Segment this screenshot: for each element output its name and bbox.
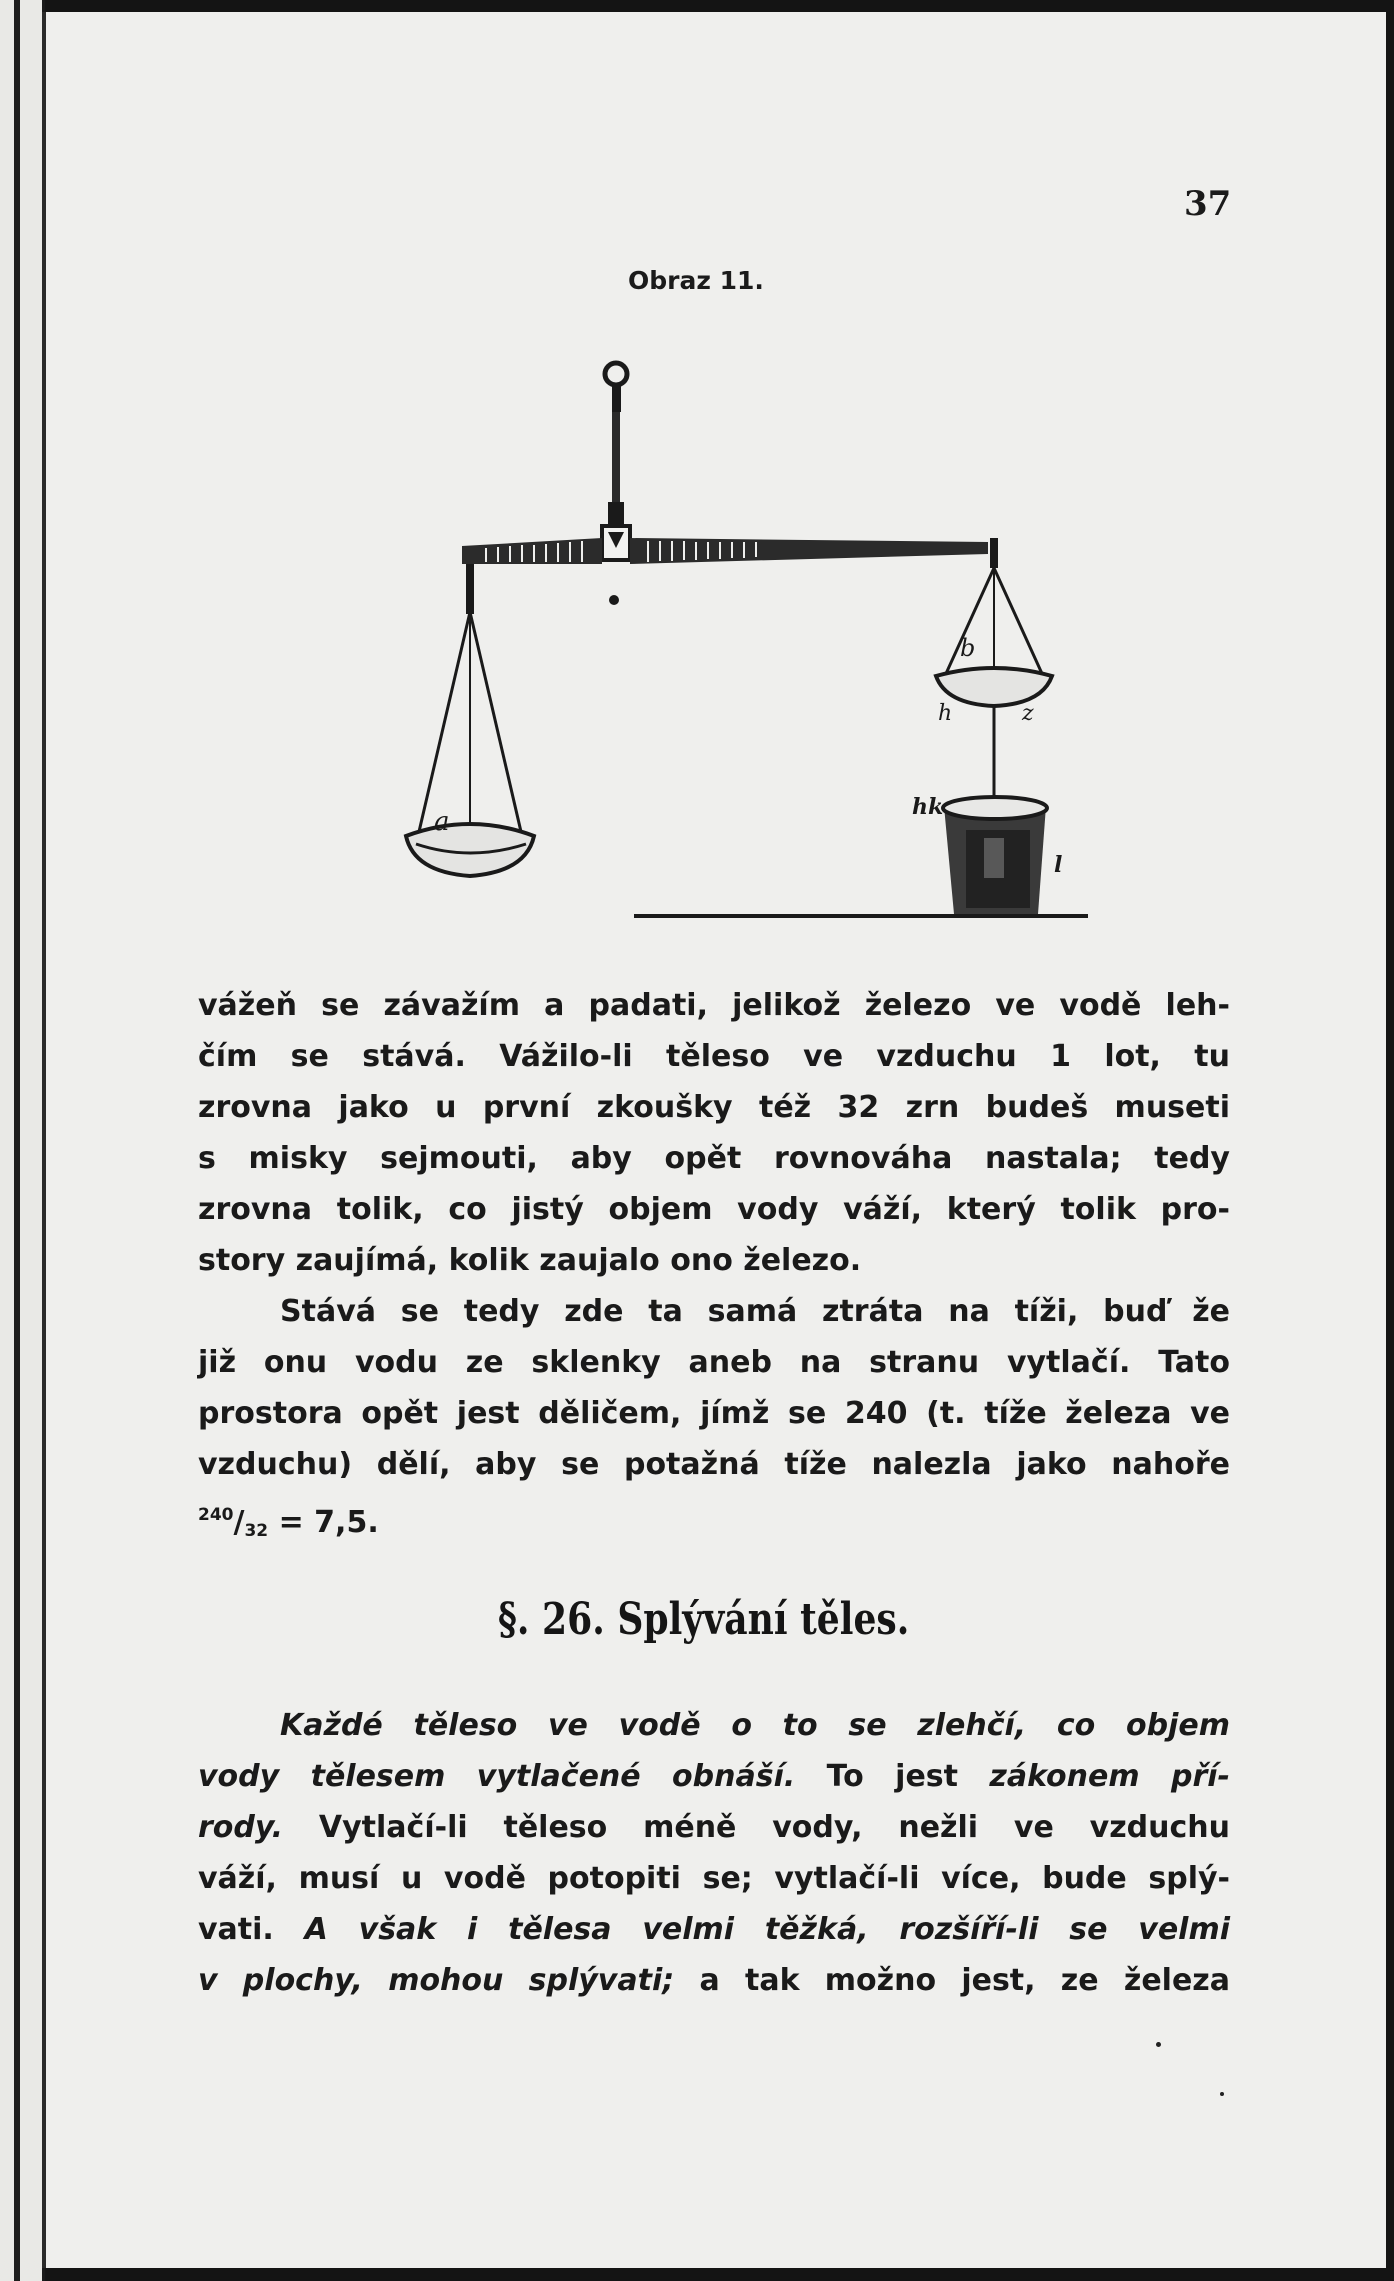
formula-numerator: 240 [198,1505,234,1525]
text-line: s misky sejmouti, aby opět rovnováha nastala; tedy [198,1141,1230,1176]
text-line: již onu vodu ze sklenky aneb na stranu vytlačí. Tato [198,1345,1230,1380]
book-page [42,12,1386,2268]
figure-caption: Obraz 11. [628,266,764,295]
specks [1220,2092,1224,2096]
label-l: l [1054,852,1063,878]
text-line: vody tělesem vytlačené obnáší. To jest zákonem pří- [198,1759,1230,1794]
label-z: z [1022,701,1034,726]
label-a: a [434,807,450,837]
text-line: vzduchu) dělí, aby se potažná tíže nalezla jako nahoře [198,1447,1230,1482]
paragraph-2 [198,1286,1230,1557]
text-line: čím se stává. Vážilo-li těleso ve vzduchu 1 lot, tu [198,1039,1230,1074]
specks [1156,2042,1161,2047]
text-line: rody. Vytlačí-li těleso méně vody, nežli ve vzduchu [198,1810,1230,1845]
text-line: v plochy, mohou splývati; a tak možno jest, ze železa [198,1963,1230,1998]
formula-denominator: 32 [244,1521,269,1541]
text-line: story zaujímá, kolik zaujalo ono železo. [198,1243,862,1278]
section-heading: §. 26. Splývání těles. [498,1594,910,1645]
text-line: vati. A však i tělesa velmi těžká, rozšíří-li se velmi [198,1912,1230,1947]
paragraph-3 [198,1700,1230,2006]
scan-gutter [0,0,45,2281]
text-line: prostora opět jest děličem, jímž se 240 (t. tíže železa ve [198,1396,1230,1431]
text-line: váží, musí u vodě potopiti se; vytlačí-li více, bude splý- [198,1861,1230,1896]
label-hk: hk [912,794,944,820]
label-b: b [960,634,976,662]
balance-scale-figure [376,342,1106,942]
text-line: Každé těleso ve vodě o to se zlehčí, co objem [280,1708,1230,1743]
page-number: 37 [1184,184,1232,224]
formula-line: $^{240}/_{32} = 7,5$. [198,1505,379,1541]
formula-result: = 7,5. [278,1505,379,1540]
label-h: h [938,701,953,726]
text-line: zrovna jako u první zkoušky též 32 zrn budeš museti [198,1090,1230,1125]
text-line: zrovna tolik, co jistý objem vody váží, který tolik pro- [198,1192,1230,1227]
paragraph-1 [198,980,1230,1286]
text-line: Stává se tedy zde ta samá ztráta na tíži, buď že [280,1294,1230,1329]
text-line: vážeň se závažím a padati, jelikož železo ve vodě leh- [198,988,1230,1023]
